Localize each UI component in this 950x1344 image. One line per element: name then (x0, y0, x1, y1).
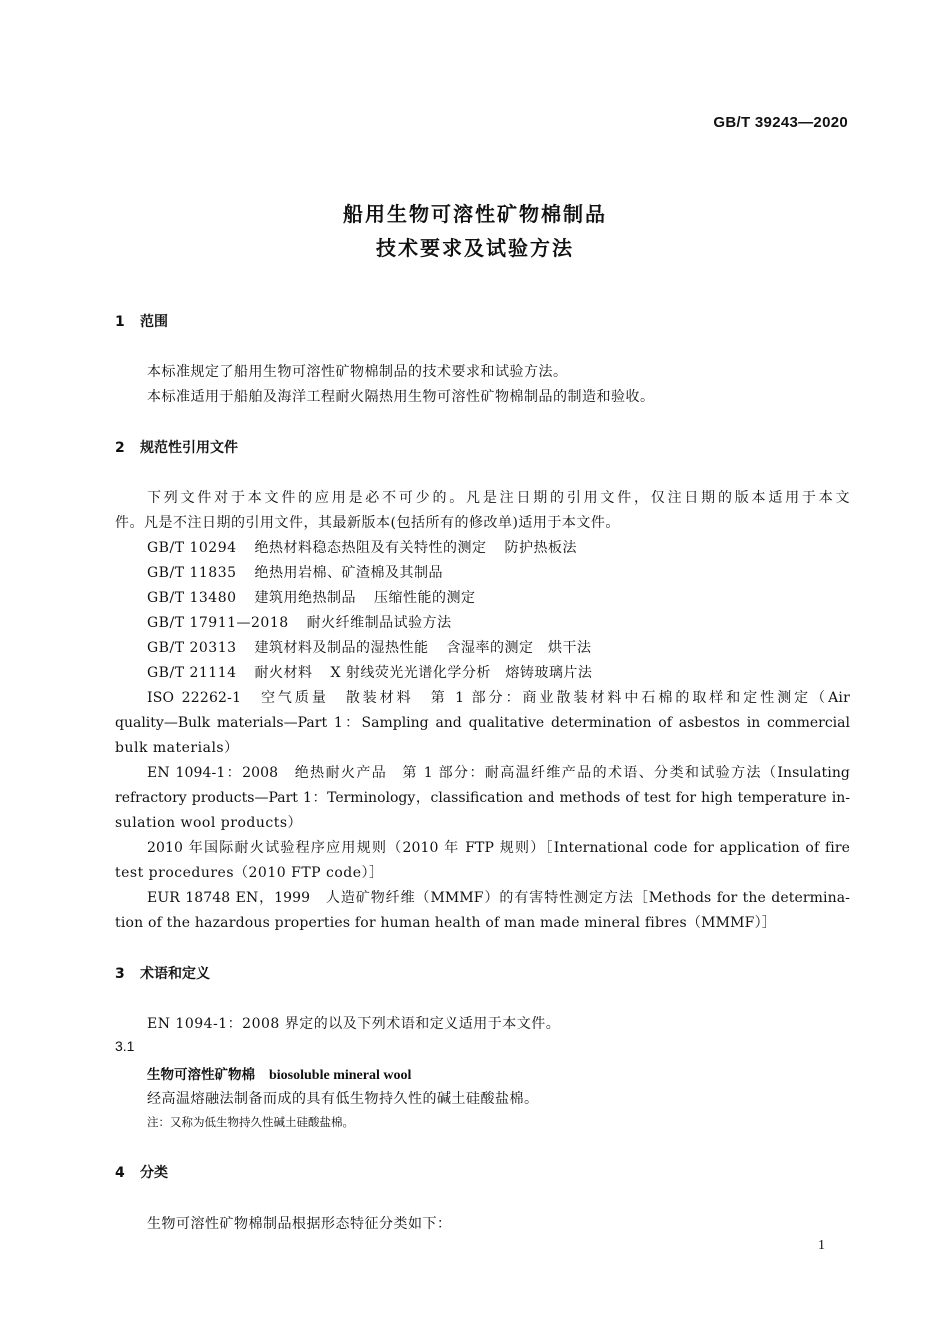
reference-line: sulation wool products） (115, 815, 303, 831)
section-title: 分类 (140, 1165, 168, 1181)
reference-line: test procedures（2010 FTP code）］ (115, 865, 384, 881)
section-4-heading (115, 1162, 168, 1182)
paragraph: EN 1094-1：2008 界定的以及下列术语和定义适用于本文件。 (147, 1016, 561, 1032)
reference-code: GB/T 17911—2018 (147, 615, 289, 631)
reference-title: 建筑材料及制品的湿热性能 (254, 640, 429, 656)
reference-item (147, 612, 452, 632)
reference-title: 耐火纤维制品试验方法 (306, 615, 452, 631)
paragraph-line: 件。凡是不注日期的引用文件，其最新版本(包括所有的修改单)适用于本文件。 (115, 515, 620, 531)
reference-item (147, 537, 577, 557)
section-number: 1 (115, 314, 125, 330)
reference-item (147, 562, 443, 582)
reference-line: refractory products—Part 1：Terminology，classification and methods of test for high temperature in- (115, 790, 850, 806)
term-chinese: 生物可溶性矿物棉 (147, 1067, 255, 1083)
document-title-line2: 技术要求及试验方法 (376, 236, 574, 260)
paragraph: 本标准适用于船舶及海洋工程耐火隔热用生物可溶性矿物棉制品的制造和验收。 (147, 389, 655, 405)
section-1-heading (115, 311, 168, 331)
reference-line: quality—Bulk materials—Part 1：Sampling and qualitative determination of asbestos in commercial (115, 715, 850, 731)
term-english: biosoluble mineral wool (269, 1068, 412, 1083)
subsection-number: 3.1 (115, 1038, 135, 1054)
reference-subtitle: 防护热板法 (504, 540, 578, 556)
term-entry (147, 1063, 411, 1084)
reference-title: 建筑用绝热制品 (254, 590, 357, 606)
reference-subtitle: 压缩性能的测定 (374, 590, 476, 606)
reference-line: bulk materials） (115, 740, 239, 756)
reference-item (147, 637, 592, 657)
reference-title: 绝热材料稳态热阻及有关特性的测定 (254, 540, 487, 556)
section-number: 4 (115, 1165, 125, 1181)
section-title: 规范性引用文件 (140, 440, 238, 456)
reference-code: GB/T 13480 (147, 590, 237, 606)
section-2-heading (115, 437, 238, 457)
reference-subtitle: X 射线荧光光谱化学分析 熔铸玻璃片法 (330, 665, 593, 681)
reference-title: 绝热用岩棉、矿渣棉及其制品 (254, 565, 444, 581)
reference-code: GB/T 11835 (147, 565, 237, 581)
term-definition: 经高温熔融法制备而成的具有低生物持久性的碱土硅酸盐棉。 (147, 1091, 539, 1107)
reference-line: 2010 年国际耐火试验程序应用规则（2010 年 FTP 规则）［International code for application of fire (147, 840, 850, 856)
section-number: 2 (115, 440, 125, 456)
reference-line: tion of the hazardous properties for human health of man made mineral fibres（MMMF）］ (115, 915, 776, 931)
section-title: 术语和定义 (140, 966, 210, 982)
reference-line: EN 1094-1：2008 绝热耐火产品 第 1 部分：耐高温纤维产品的术语、分类和试验方法（Insulating (147, 765, 850, 781)
note: 注：又称为低生物持久性碱土硅酸盐棉。 (147, 1115, 354, 1129)
paragraph-line: 下列文件对于本文件的应用是必不可少的。凡是注日期的引用文件，仅注日期的版本适用于本文 (147, 490, 850, 506)
document-title-line1: 船用生物可溶性矿物棉制品 (343, 202, 607, 226)
reference-line: EUR 18748 EN，1999 人造矿物纤维（MMMF）的有害特性测定方法［Methods for the determina- (147, 890, 850, 906)
paragraph: 生物可溶性矿物棉制品根据形态特征分类如下： (147, 1216, 452, 1232)
section-3-heading (115, 963, 210, 983)
page-number: 1 (818, 1238, 825, 1253)
paragraph: 本标准规定了船用生物可溶性矿物棉制品的技术要求和试验方法。 (147, 364, 568, 380)
reference-item (147, 587, 476, 607)
reference-subtitle: 含湿率的测定 烘干法 (446, 640, 592, 656)
reference-line: ISO 22262-1 空气质量 散装材料 第 1 部分：商业散装材料中石棉的取样和定性测定（Air (147, 690, 850, 706)
standard-code: GB/T 39243—2020 (713, 114, 848, 131)
reference-code: GB/T 20313 (147, 640, 237, 656)
reference-code: GB/T 10294 (147, 540, 237, 556)
section-title: 范围 (140, 314, 168, 330)
reference-item (147, 662, 592, 682)
reference-code: GB/T 21114 (147, 665, 237, 681)
section-number: 3 (115, 966, 125, 982)
reference-title: 耐火材料 (254, 665, 313, 681)
